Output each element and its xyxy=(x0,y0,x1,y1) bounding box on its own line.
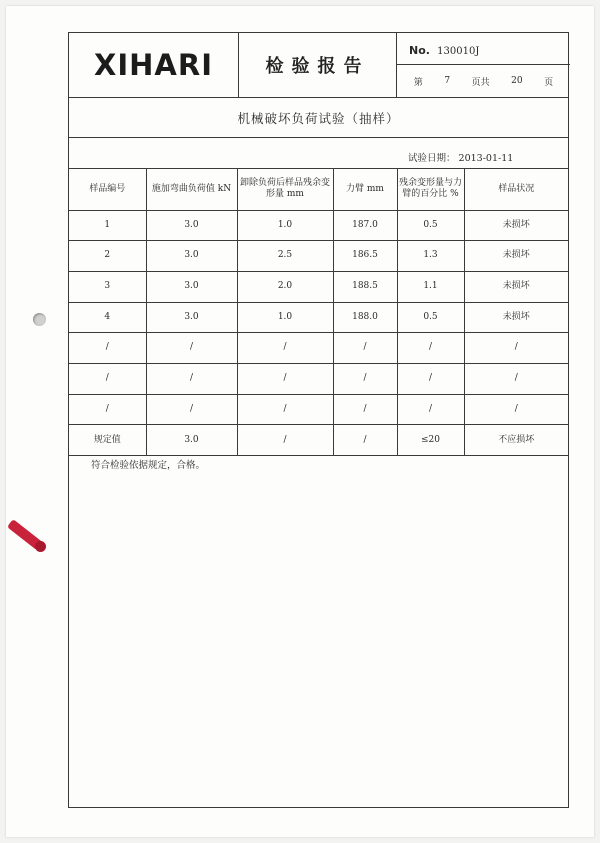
table-cell: 0.5 xyxy=(397,210,464,241)
page-info xyxy=(397,65,570,97)
table-cell: / xyxy=(146,333,237,364)
table-header-row xyxy=(69,169,568,210)
table-cell: 187.0 xyxy=(333,210,397,241)
table-cell: / xyxy=(397,363,464,394)
table-cell: 3.0 xyxy=(146,271,237,302)
conclusion-text: 符合检验依据规定，合格。 xyxy=(91,460,206,471)
table-row xyxy=(69,210,568,241)
table-cell: 2 xyxy=(69,241,146,272)
test-title: 机械破坏负荷试验（抽样） xyxy=(69,98,568,138)
table-row xyxy=(69,271,568,302)
table-cell: 188.0 xyxy=(333,302,397,333)
table-cell: / xyxy=(333,363,397,394)
table-cell: 未损坏 xyxy=(464,302,568,333)
table-cell: / xyxy=(237,363,333,394)
table-cell: 3.0 xyxy=(146,425,237,456)
logo-cell xyxy=(69,33,239,97)
table-cell: 3.0 xyxy=(146,210,237,241)
page-total: 20 xyxy=(511,76,523,86)
table-cell: 1.0 xyxy=(237,210,333,241)
table-cell: 1.0 xyxy=(237,302,333,333)
page-number: 7 xyxy=(444,76,451,86)
page-mid: 页共 xyxy=(471,77,490,88)
table-row xyxy=(69,333,568,364)
table-cell: / xyxy=(237,394,333,425)
table-cell: 186.5 xyxy=(333,241,397,272)
col-header-applied-load: 施加弯曲负荷值 kN xyxy=(146,169,237,210)
table-cell: 规定值 xyxy=(69,425,146,456)
table-cell: 2.5 xyxy=(237,241,333,272)
report-frame xyxy=(68,32,569,808)
table-cell: 3 xyxy=(69,271,146,302)
page-prefix: 第 xyxy=(413,77,423,88)
report-number-label: No. xyxy=(409,44,430,57)
table-cell: 不应损坏 xyxy=(464,425,568,456)
table-cell: / xyxy=(397,333,464,364)
table-cell: / xyxy=(237,333,333,364)
table-cell: / xyxy=(237,425,333,456)
table-cell: / xyxy=(69,363,146,394)
table-cell: 未损坏 xyxy=(464,271,568,302)
table-row xyxy=(69,394,568,425)
table-cell: / xyxy=(69,333,146,364)
col-header-sample-no: 样品编号 xyxy=(69,169,146,210)
table-cell: ≤20 xyxy=(397,425,464,456)
table-cell: / xyxy=(146,363,237,394)
report-number-value: 130010J xyxy=(437,46,480,57)
col-header-residual-deformation: 卸除负荷后样品残余变形量 mm xyxy=(237,169,333,210)
table-cell: 3.0 xyxy=(146,241,237,272)
report-header xyxy=(69,33,568,98)
table-cell: / xyxy=(397,394,464,425)
report-title: 检验报告 xyxy=(265,56,370,77)
report-number xyxy=(397,33,570,65)
table-cell: 0.5 xyxy=(397,302,464,333)
table-cell: 1.3 xyxy=(397,241,464,272)
table-cell: / xyxy=(333,394,397,425)
ribbon-knot xyxy=(35,541,46,552)
test-date: 试验日期： 2013-01-11 xyxy=(408,153,514,164)
table-cell: 4 xyxy=(69,302,146,333)
test-date-row xyxy=(69,138,568,169)
table-cell: / xyxy=(333,425,397,456)
table-row xyxy=(69,302,568,333)
table-cell: / xyxy=(146,394,237,425)
table-cell: / xyxy=(464,394,568,425)
page-suffix: 页 xyxy=(544,77,554,88)
table-cell: 188.5 xyxy=(333,271,397,302)
col-header-lever-arm: 力臂 mm xyxy=(333,169,397,210)
table-cell: / xyxy=(69,394,146,425)
table-cell: 1.1 xyxy=(397,271,464,302)
table-row xyxy=(69,241,568,272)
table-cell: 未损坏 xyxy=(464,241,568,272)
col-header-percentage: 残余变形量与力臂的百分比 % xyxy=(397,169,464,210)
report-title-cell xyxy=(239,33,397,97)
col-header-sample-condition: 样品状况 xyxy=(464,169,568,210)
results-table xyxy=(69,169,568,456)
table-cell: / xyxy=(464,363,568,394)
table-cell: / xyxy=(464,333,568,364)
table-row xyxy=(69,363,568,394)
table-cell: 1 xyxy=(69,210,146,241)
table-cell: 未损坏 xyxy=(464,210,568,241)
table-cell: 3.0 xyxy=(146,302,237,333)
table-cell: 2.0 xyxy=(237,271,333,302)
table-row-specified xyxy=(69,425,568,456)
company-logo: XIHARI xyxy=(94,48,213,82)
table-cell: / xyxy=(333,333,397,364)
binding-hole xyxy=(33,313,46,326)
